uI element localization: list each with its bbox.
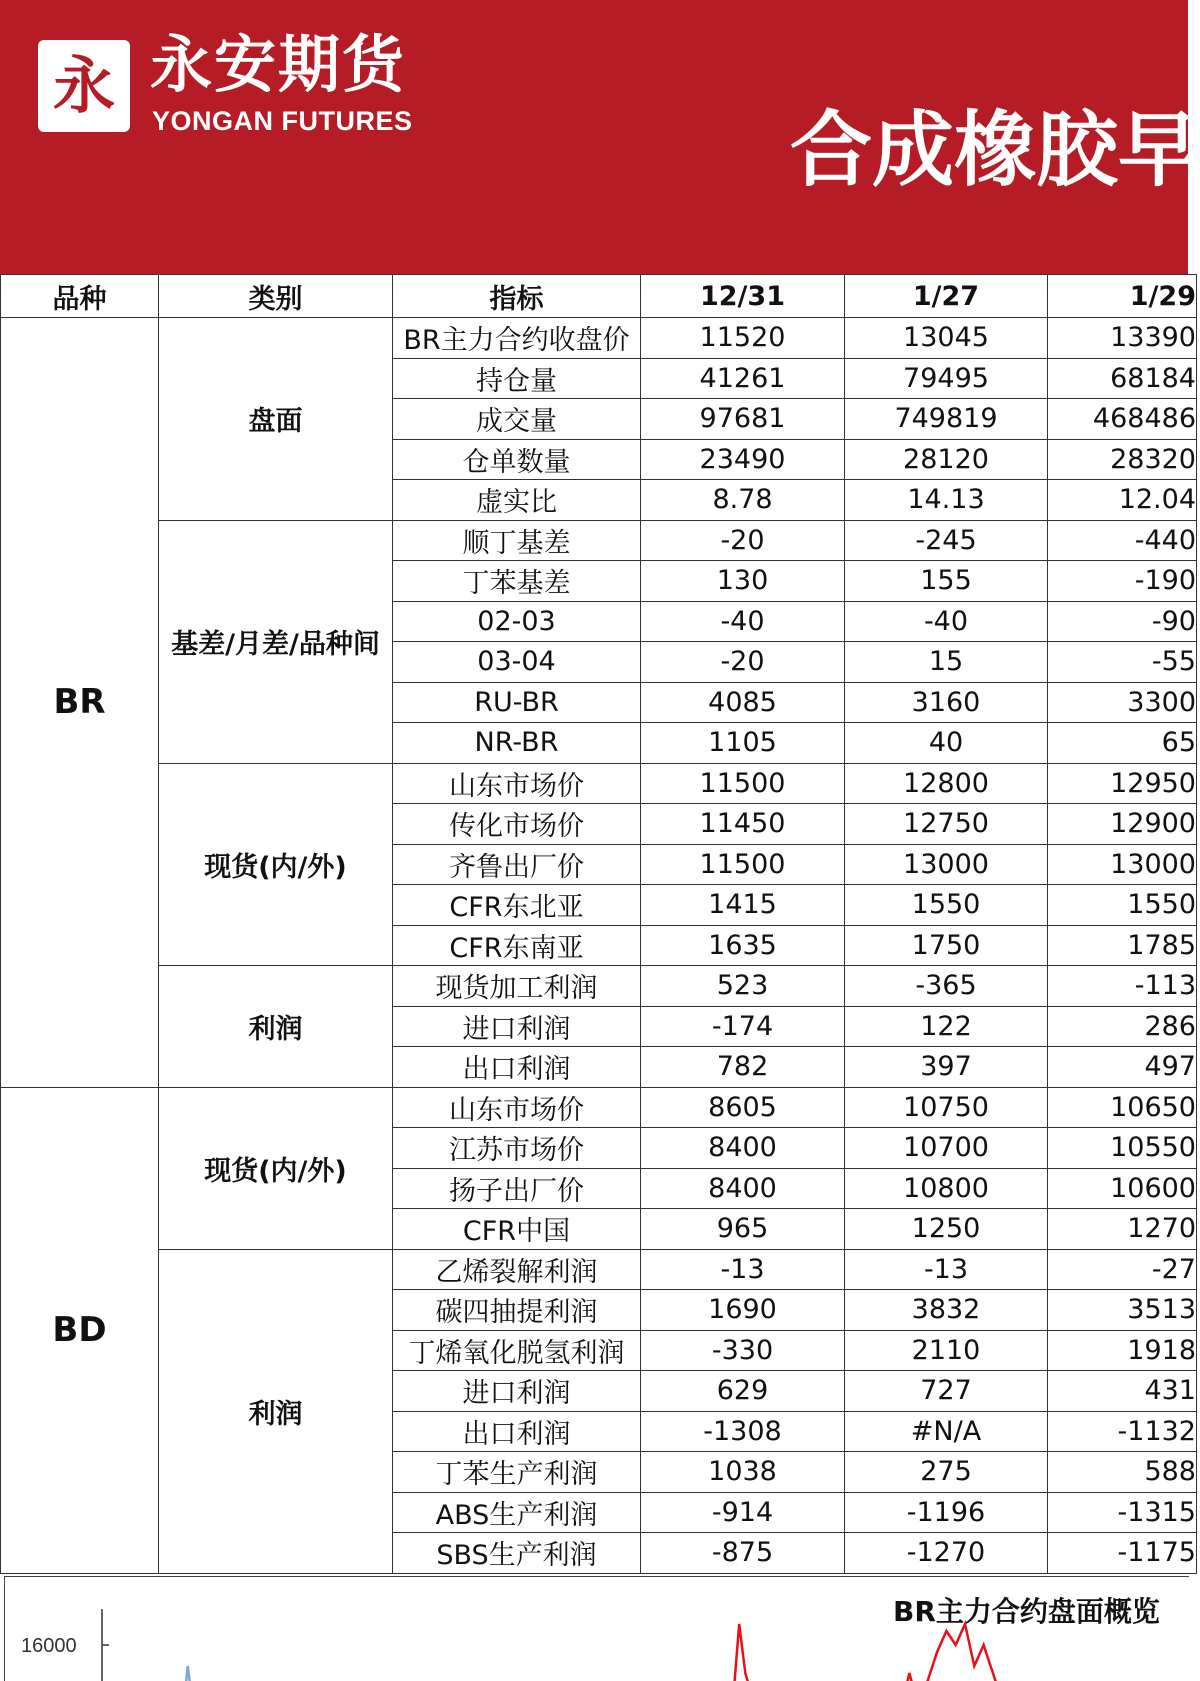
value-cell: -1270	[845, 1533, 1048, 1574]
metric-cell: 碳四抽提利润	[393, 1290, 641, 1331]
value-cell: 397	[845, 1047, 1048, 1088]
metric-cell: 03-04	[393, 642, 641, 683]
metric-cell: SBS生产利润	[393, 1533, 641, 1574]
series-line	[733, 1624, 813, 1681]
value-cell: -55	[1048, 642, 1197, 683]
metric-cell: 扬子出厂价	[393, 1168, 641, 1209]
value-cell: 3513	[1048, 1290, 1197, 1331]
table-row	[1, 520, 1197, 561]
value-cell: 629	[641, 1371, 845, 1412]
value-cell: 497	[1048, 1047, 1197, 1088]
value-cell: 468486	[1048, 399, 1197, 440]
value-cell: 13390	[1048, 318, 1197, 359]
value-cell: 41261	[641, 358, 845, 399]
value-cell: 10650	[1048, 1087, 1197, 1128]
value-cell: 3160	[845, 682, 1048, 723]
value-cell: 13000	[1048, 844, 1197, 885]
value-cell: -330	[641, 1330, 845, 1371]
metric-cell: 进口利润	[393, 1371, 641, 1412]
value-cell: 10550	[1048, 1128, 1197, 1169]
brand-name-en: YONGAN FUTURES	[152, 106, 413, 136]
value-cell: 12800	[845, 763, 1048, 804]
variety-cell: BD	[1, 1087, 159, 1573]
value-cell: 12900	[1048, 804, 1197, 845]
metric-cell: NR-BR	[393, 723, 641, 764]
value-cell: 97681	[641, 399, 845, 440]
value-cell: 79495	[845, 358, 1048, 399]
value-cell: 65	[1048, 723, 1197, 764]
value-cell: -1132	[1048, 1411, 1197, 1452]
chart-canvas	[5, 1577, 1189, 1681]
category-cell: 现货(内/外)	[159, 1087, 393, 1249]
metric-cell: 乙烯裂解利润	[393, 1249, 641, 1290]
value-cell: -40	[641, 601, 845, 642]
metric-cell: 江苏市场价	[393, 1128, 641, 1169]
value-cell: 10800	[845, 1168, 1048, 1209]
category-cell: 基差/月差/品种间	[159, 520, 393, 763]
value-cell: 130	[641, 561, 845, 602]
value-cell: 275	[845, 1452, 1048, 1493]
metric-cell: 现货加工利润	[393, 966, 641, 1007]
metric-cell: ABS生产利润	[393, 1492, 641, 1533]
value-cell: 1415	[641, 885, 845, 926]
value-cell: 4085	[641, 682, 845, 723]
value-cell: 40	[845, 723, 1048, 764]
value-cell: #N/A	[845, 1411, 1048, 1452]
table-row	[1, 318, 1197, 359]
value-cell: 28120	[845, 439, 1048, 480]
header-banner	[0, 0, 1200, 274]
value-cell: 588	[1048, 1452, 1197, 1493]
value-cell: -914	[641, 1492, 845, 1533]
value-cell: -20	[641, 642, 845, 683]
value-cell: 727	[845, 1371, 1048, 1412]
value-cell: -40	[845, 601, 1048, 642]
metric-cell: 山东市场价	[393, 763, 641, 804]
value-cell: 1690	[641, 1290, 845, 1331]
metric-cell: 丁苯生产利润	[393, 1452, 641, 1493]
value-cell: 8605	[641, 1087, 845, 1128]
table-row	[1, 966, 1197, 1007]
table-row	[1, 763, 1197, 804]
value-cell: -90	[1048, 601, 1197, 642]
column-header: 类别	[159, 275, 393, 318]
indicator-table	[0, 274, 1197, 1574]
value-cell: 782	[641, 1047, 845, 1088]
metric-cell: 出口利润	[393, 1047, 641, 1088]
value-cell: -1308	[641, 1411, 845, 1452]
column-header: 1/27	[845, 275, 1048, 318]
value-cell: -1175	[1048, 1533, 1197, 1574]
value-cell: 11520	[641, 318, 845, 359]
value-cell: 431	[1048, 1371, 1197, 1412]
value-cell: 12.04	[1048, 480, 1197, 521]
metric-cell: 齐鲁出厂价	[393, 844, 641, 885]
value-cell: 1750	[845, 925, 1048, 966]
value-cell: 1105	[641, 723, 845, 764]
value-cell: -27	[1048, 1249, 1197, 1290]
metric-cell: 传化市场价	[393, 804, 641, 845]
metric-cell: BR主力合约收盘价	[393, 318, 641, 359]
column-header: 品种	[1, 275, 159, 318]
table-row	[1, 1249, 1197, 1290]
metric-cell: 仓单数量	[393, 439, 641, 480]
category-cell: 盘面	[159, 318, 393, 521]
series-line	[900, 1624, 1030, 1681]
value-cell: -245	[845, 520, 1048, 561]
metric-cell: 出口利润	[393, 1411, 641, 1452]
value-cell: -20	[641, 520, 845, 561]
value-cell: 1918	[1048, 1330, 1197, 1371]
value-cell: 14.13	[845, 480, 1048, 521]
column-header: 12/31	[641, 275, 845, 318]
metric-cell: 成交量	[393, 399, 641, 440]
value-cell: 1550	[845, 885, 1048, 926]
value-cell: -13	[641, 1249, 845, 1290]
brand-name-cn: 永安期货	[150, 28, 407, 101]
value-cell: 965	[641, 1209, 845, 1250]
y-tick-label: 16000	[21, 1635, 77, 1657]
metric-cell: 持仓量	[393, 358, 641, 399]
value-cell: -190	[1048, 561, 1197, 602]
value-cell: 122	[845, 1006, 1048, 1047]
value-cell: -875	[641, 1533, 845, 1574]
value-cell: 155	[845, 561, 1048, 602]
value-cell: 10750	[845, 1087, 1048, 1128]
table-header-row	[1, 275, 1197, 318]
metric-cell: 虚实比	[393, 480, 641, 521]
value-cell: 8400	[641, 1128, 845, 1169]
value-cell: 3300	[1048, 682, 1197, 723]
value-cell: 1635	[641, 925, 845, 966]
variety-cell: BR	[1, 318, 159, 1088]
category-cell: 利润	[159, 1249, 393, 1573]
value-cell: 1785	[1048, 925, 1197, 966]
category-cell: 现货(内/外)	[159, 763, 393, 966]
value-cell: -440	[1048, 520, 1197, 561]
value-cell: 12750	[845, 804, 1048, 845]
value-cell: 15	[845, 642, 1048, 683]
value-cell: -174	[641, 1006, 845, 1047]
metric-cell: CFR东南亚	[393, 925, 641, 966]
value-cell: 749819	[845, 399, 1048, 440]
table-row	[1, 1087, 1197, 1128]
metric-cell: CFR中国	[393, 1209, 641, 1250]
value-cell: 10600	[1048, 1168, 1197, 1209]
value-cell: 523	[641, 966, 845, 1007]
value-cell: 3832	[845, 1290, 1048, 1331]
yongan-logo-icon: 永	[38, 40, 130, 132]
value-cell: 23490	[641, 439, 845, 480]
value-cell: 1250	[845, 1209, 1048, 1250]
metric-cell: 丁苯基差	[393, 561, 641, 602]
value-cell: -1196	[845, 1492, 1048, 1533]
metric-cell: 丁烯氧化脱氢利润	[393, 1330, 641, 1371]
value-cell: 13045	[845, 318, 1048, 359]
value-cell: 8400	[641, 1168, 845, 1209]
metric-cell: CFR东北亚	[393, 885, 641, 926]
value-cell: 1038	[641, 1452, 845, 1493]
value-cell: 11500	[641, 844, 845, 885]
value-cell: 1550	[1048, 885, 1197, 926]
value-cell: 8.78	[641, 480, 845, 521]
metric-cell: 顺丁基差	[393, 520, 641, 561]
value-cell: 12950	[1048, 763, 1197, 804]
value-cell: 10700	[845, 1128, 1048, 1169]
column-header: 指标	[393, 275, 641, 318]
value-cell: 28320	[1048, 439, 1197, 480]
column-header: 1/29	[1048, 275, 1197, 318]
metric-cell: 山东市场价	[393, 1087, 641, 1128]
value-cell: 68184	[1048, 358, 1197, 399]
series-line	[183, 1666, 197, 1681]
br-overview-chart	[4, 1576, 1189, 1681]
metric-cell: RU-BR	[393, 682, 641, 723]
value-cell: 286	[1048, 1006, 1197, 1047]
metric-cell: 进口利润	[393, 1006, 641, 1047]
value-cell: 2110	[845, 1330, 1048, 1371]
metric-cell: 02-03	[393, 601, 641, 642]
value-cell: 1270	[1048, 1209, 1197, 1250]
value-cell: -113	[1048, 966, 1197, 1007]
value-cell: 13000	[845, 844, 1048, 885]
value-cell: -365	[845, 966, 1048, 1007]
chart-title: BR主力合约盘面概览	[893, 1595, 1160, 1628]
report-title: 合成橡胶早	[790, 103, 1200, 198]
value-cell: -1315	[1048, 1492, 1197, 1533]
category-cell: 利润	[159, 966, 393, 1088]
value-cell: 11500	[641, 763, 845, 804]
value-cell: -13	[845, 1249, 1048, 1290]
value-cell: 11450	[641, 804, 845, 845]
